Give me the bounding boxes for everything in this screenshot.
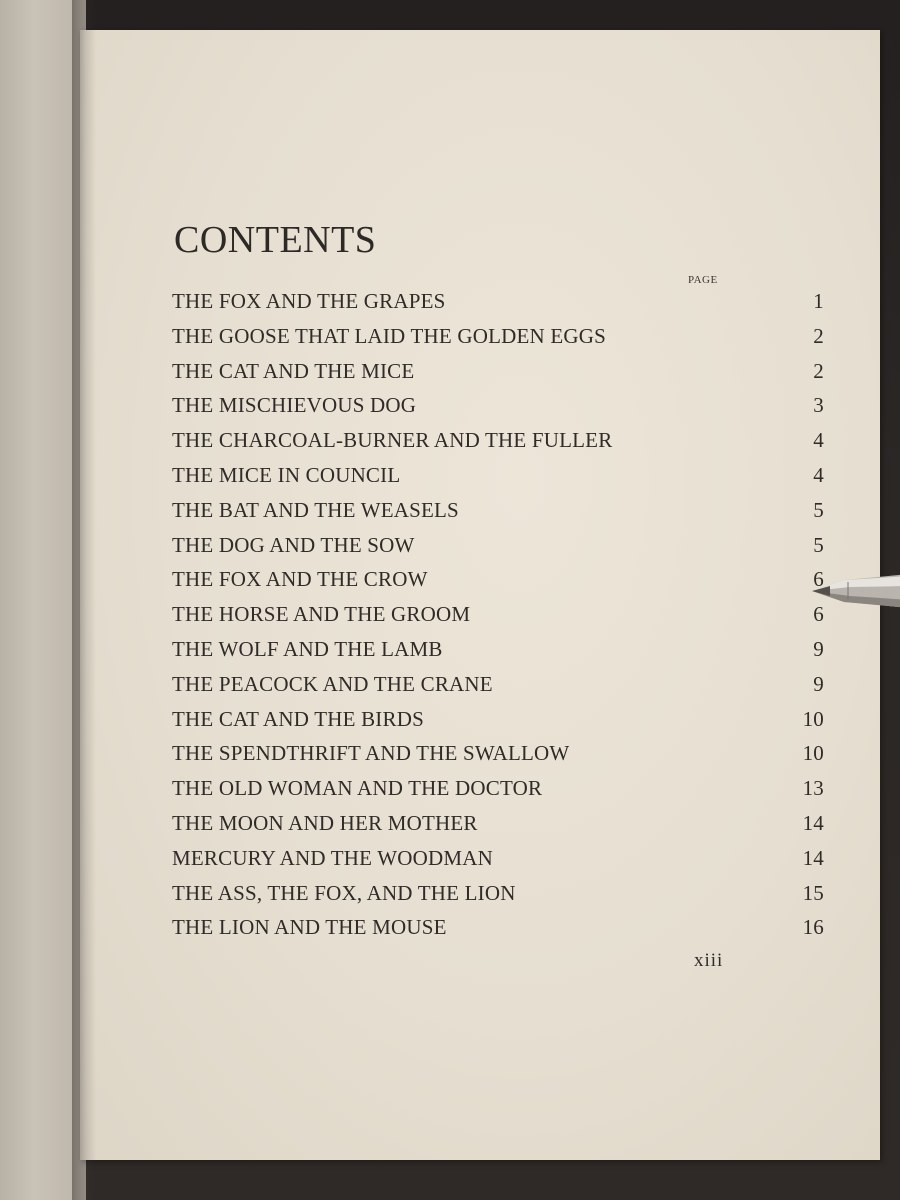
toc-entry-page: 15 (802, 880, 824, 905)
pen-tip-icon (810, 570, 900, 612)
toc-entry-page: 9 (813, 636, 824, 661)
toc-entry-title: THE CAT AND THE MICE (172, 358, 415, 383)
toc-entry-page: 1 (813, 289, 824, 313)
toc-entry (172, 354, 824, 389)
toc-entry (172, 597, 824, 632)
page-heading: CONTENTS (174, 219, 377, 261)
toc-entry-title: THE FOX AND THE CROW (172, 567, 428, 592)
toc-entry-page: 14 (802, 845, 824, 870)
toc-entry-page: 2 (813, 358, 824, 383)
toc-entry-page: 3 (813, 393, 824, 418)
toc-entry-title: THE GOOSE THAT LAID THE GOLDEN EGGS (172, 323, 606, 348)
toc-entry-title: THE FOX AND THE GRAPES (172, 289, 446, 313)
toc-entry (172, 876, 824, 911)
toc-entry-title: THE ASS, THE FOX, AND THE LION (172, 880, 516, 905)
toc-entry-title: THE SPENDTHRIFT AND THE SWALLOW (172, 741, 570, 766)
toc-entry (172, 667, 824, 702)
toc-entry-title: THE CAT AND THE BIRDS (172, 706, 424, 731)
toc-entry-page: 4 (813, 462, 824, 487)
toc-entry (172, 493, 824, 528)
toc-entry-page: 14 (802, 810, 824, 835)
toc-entry-title: THE MOON AND HER MOTHER (172, 810, 478, 835)
toc-entry-title: THE HORSE AND THE GROOM (172, 602, 471, 627)
toc-entry (172, 388, 824, 423)
toc-entry-page: 4 (813, 428, 824, 453)
toc-entry (172, 423, 824, 458)
toc-entry-page: 6 (813, 567, 824, 592)
toc-entry-page: 10 (802, 706, 824, 731)
toc-entry-page: 13 (802, 776, 824, 801)
toc-entry-title: THE MICE IN COUNCIL (172, 462, 401, 487)
toc-entry (172, 319, 824, 354)
toc-entry-title: THE WOLF AND THE LAMB (172, 636, 443, 661)
gutter-shadow (72, 0, 96, 1200)
toc-entry-title: THE BAT AND THE WEASELS (172, 497, 459, 522)
toc-entry (172, 528, 824, 563)
toc-entry (172, 632, 824, 667)
toc-entry (172, 806, 824, 841)
toc-entry-page: 5 (813, 497, 824, 522)
toc-entry-page: 6 (813, 602, 824, 627)
toc-entry (172, 562, 824, 597)
toc-entry (172, 284, 824, 319)
toc-entry (172, 841, 824, 876)
toc-entry-page: 16 (802, 915, 824, 940)
toc-entry (172, 458, 824, 493)
toc-entry-page: 9 (813, 671, 824, 696)
page-column-label: PAGE (688, 274, 718, 286)
toc-entry-title: MERCURY AND THE WOODMAN (172, 845, 493, 870)
toc-entry (172, 910, 824, 945)
toc-entry-title: THE CHARCOAL-BURNER AND THE FULLER (172, 428, 613, 453)
book-page (80, 30, 880, 1160)
toc-entry (172, 736, 824, 771)
toc-entry-title: THE MISCHIEVOUS DOG (172, 393, 417, 418)
folio-number: xiii (694, 950, 724, 971)
toc-entry-title: THE LION AND THE MOUSE (172, 915, 447, 940)
toc-entry-title: THE OLD WOMAN AND THE DOCTOR (172, 776, 543, 801)
toc-entry-page: 10 (802, 741, 824, 766)
toc-entry-title: THE PEACOCK AND THE CRANE (172, 671, 493, 696)
toc-entry-title: THE DOG AND THE SOW (172, 532, 415, 557)
toc-entry (172, 771, 824, 806)
table-of-contents (172, 284, 824, 945)
toc-entry-page: 2 (813, 323, 824, 348)
toc-entry (172, 702, 824, 737)
toc-entry-page: 5 (813, 532, 824, 557)
